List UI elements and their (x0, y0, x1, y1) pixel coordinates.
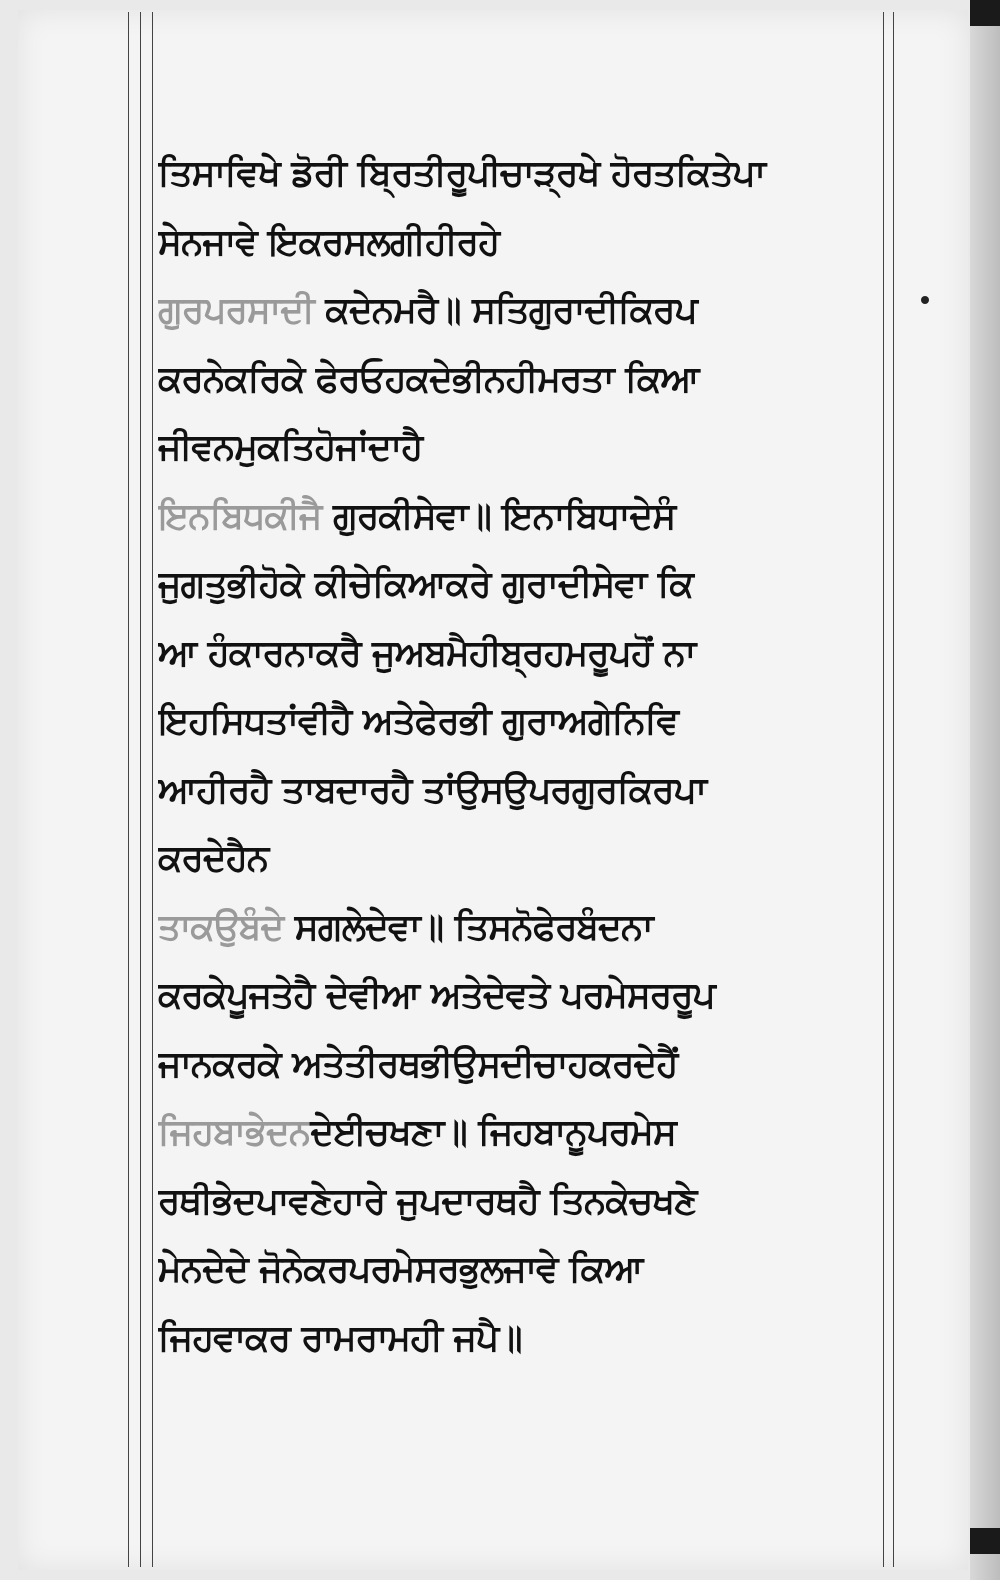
line-text: ਰਥੀਭੇਦਪਾਵਣੇਹਾਰੇ ਜੁਪਦਾਰਥਹੈ ਤਿਨਕੇਚਖਣੇ (158, 1180, 697, 1222)
line-text: ਜੁਗਤੁਭੀਹੋਕੇ ਕੀਚੇਕਿਆਕਰੇ ਗੁਰਾਦੀਸੇਵਾ ਕਿ (158, 564, 693, 605)
line-text: ਜਿਹਵਾਕਰ ਰਾਮਰਾਮਹੀ ਜਪੈ॥ (158, 1317, 522, 1359)
text-line (158, 1236, 903, 1305)
text-block (158, 140, 903, 1373)
text-line (158, 757, 903, 826)
text-line (158, 346, 903, 415)
line-text: ਕਰਨੇਕਰਿਕੇ ਫੇਰਓਹਕਦੇਭੀਨਹੀਮਰਤਾ ਕਿਆ (158, 358, 699, 400)
text-line (158, 414, 903, 483)
text-line (158, 277, 903, 346)
rubric-heading: ਤਾਕਉਬੰਦੇ (158, 906, 284, 948)
line-text: ਗੁਰਕੀਸੇਵਾ॥ ਇਨਾਬਿਧਾਦੇਸੰ (321, 495, 676, 537)
rubric-heading: ਜਿਹਬਾਭੇਦਨ (158, 1112, 311, 1153)
margin-rule-left-outer (128, 12, 129, 1567)
line-text: ਤਿਸਾਵਿਖੇ ਡੋਰੀ ਬ੍ਰਿਤੀਰੂਪੀਚਾੜ੍ਰਖੇ ਹੋਰਤਕਿਤੇਪਾ (158, 153, 766, 194)
margin-rule-left-inner (152, 12, 153, 1567)
rubric-heading: ਗੁਰਪਰਸਾਦੀ (158, 290, 314, 331)
line-text: ਕਰਦੇਹੈਨ (158, 838, 269, 879)
binding-tab-bottom (970, 1528, 1000, 1554)
text-line (158, 688, 903, 757)
text-line (158, 209, 903, 278)
text-line (158, 620, 903, 689)
line-text: ਕਦੇਨਮਰੈ॥ ਸਤਿਗੁਰਾਦੀਕਿਰਪ (313, 290, 697, 331)
text-line (158, 1305, 903, 1374)
line-text: ਮੇਨਦੇਦੇ ਜੋਨੇਕਰਪਰਮੇਸਰਭੁਲਜਾਵੇ ਕਿਆ (158, 1249, 643, 1290)
binding-tab-top (970, 0, 1000, 26)
text-line (158, 1168, 903, 1237)
rubric-heading: ਇਨਬਿਧਕੀਜੈ (158, 495, 322, 537)
text-line (158, 1099, 903, 1168)
line-text: ਇਹਸਿਧਤਾਂਵੀਹੈ ਅਤੇਫੇਰਭੀ ਗੁਰਾਅਗੇਨਿਵਿ (158, 701, 679, 742)
line-text: ਆ ਹੰਕਾਰਨਾਕਰੈ ਜੁਅਬਮੈਹੀਬ੍ਰਹਮਰੂਪਹੋਂ ਨਾ (158, 632, 696, 674)
line-text: ਕਰਕੇਪੂਜਤੇਹੈ ਦੇਵੀਆ ਅਤੇਦੇਵਤੇ ਪਰਮੇਸਰਰੂਪ (158, 975, 715, 1016)
line-text: ਜਾਨਕਰਕੇ ਅਤੇਤੀਰਥਭੀਉਸਦੀਚਾਹਕਰਦੇਹੈਂ (158, 1043, 678, 1085)
text-line (158, 551, 903, 620)
text-line (158, 140, 903, 209)
page-edge (970, 0, 1000, 1580)
text-line (158, 825, 903, 894)
margin-rule-left-mid (140, 12, 141, 1567)
text-line (158, 894, 903, 963)
text-line (158, 483, 903, 552)
line-text: ਜੀਵਨਮੁਕਤਿਹੋਜਾਂਦਾਹੈ (158, 427, 423, 468)
text-line (158, 1031, 903, 1100)
text-line (158, 962, 903, 1031)
line-text: ਸੇਨਜਾਵੇ ਇਕਰਸਲਗੀਹੀਰਹੇ (158, 221, 500, 263)
line-text: ਦੇਈਚਖਣਾ॥ ਜਿਹਬਾਨੂਪਰਮੇਸ (310, 1112, 676, 1153)
margin-dot (921, 296, 929, 304)
line-text: ਆਹੀਰਹੈ ਤਾਬਦਾਰਹੈ ਤਾਂਉਸਉਪਰਗੁਰਕਿਰਪਾ (158, 769, 707, 811)
line-text: ਸਗਲੇਦੇਵਾ॥ ਤਿਸਨੋਫੇਰਬੰਦਨਾ (283, 906, 653, 948)
